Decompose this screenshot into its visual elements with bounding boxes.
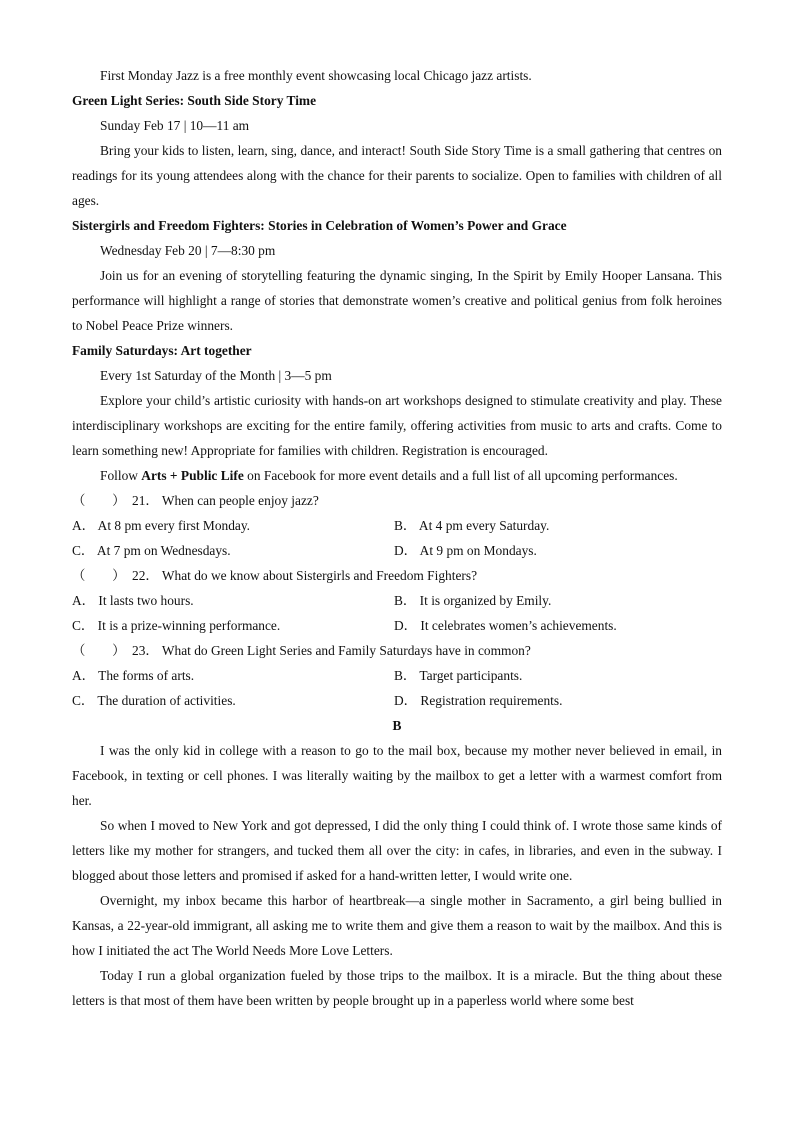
question-stem: 22． What do we know about Sistergirls and Freedom Fighters? [132, 568, 478, 583]
event-family-saturdays [72, 338, 722, 463]
event-description: Join us for an evening of storytelling featuring the dynamic singing, In the Spirit by Emily Hooper Lansana. This performance will highlight a range of stories that demonstrate women’s creative and political genius from folk heroines to Nobel Peace Prize winners. [72, 268, 722, 333]
option-d[interactable]: D． At 9 pm on Mondays. [394, 543, 537, 558]
option-a[interactable]: A． At 8 pm every first Monday. [72, 518, 251, 533]
event-sistergirls [72, 213, 722, 338]
option-a[interactable]: A． It lasts two hours. [72, 593, 194, 608]
answer-blank[interactable]: （ ） [72, 568, 126, 583]
event-green-light [72, 88, 722, 213]
options-row [72, 688, 722, 713]
question-stem-line [72, 638, 722, 663]
follow-line [72, 463, 722, 488]
options-row [72, 663, 722, 688]
options-row [72, 588, 722, 613]
option-c[interactable]: C． At 7 pm on Wednesdays. [72, 543, 231, 558]
question-stem: 23． What do Green Light Series and Family Saturdays have in common? [132, 643, 531, 658]
question-stem-line [72, 563, 722, 588]
exam-page [72, 63, 722, 1013]
question-21 [72, 488, 722, 563]
event-title: Family Saturdays: Art together [72, 343, 252, 358]
passage-paragraph: Today I run a global organization fueled by those trips to the mailbox. It is a miracle. But the thing about these letters is that most of them have been written by people brought up in a paperless world where some best [72, 968, 722, 1008]
passage-paragraph: I was the only kid in college with a reason to go to the mail box, because my mother never believed in email, in Facebook, in texting or cell phones. I was literally waiting by the mailbox to get a letter with a warmest comfort from her. [72, 743, 722, 808]
question-22 [72, 563, 722, 638]
option-b[interactable]: B． At 4 pm every Saturday. [394, 518, 550, 533]
event-title: Sistergirls and Freedom Fighters: Stories in Celebration of Women’s Power and Grace [72, 218, 567, 233]
options-row [72, 613, 722, 638]
answer-blank[interactable]: （ ） [72, 643, 126, 658]
event-time: Every 1st Saturday of the Month | 3—5 pm [100, 368, 332, 383]
passage-paragraph: So when I moved to New York and got depressed, I did the only thing I could think of. I wrote those same kinds of letters like my mother for strangers, and tucked them all over the city: in cafes, in libraries, and even in the subway. I blogged about those letters and promised if asked for a hand-written letter, I would write one. [72, 818, 722, 883]
follow-suffix: on Facebook for more event details and a full list of all upcoming performances. [243, 468, 678, 483]
follow-prefix: Follow [100, 468, 142, 483]
option-a[interactable]: A． The forms of arts. [72, 668, 195, 683]
passage-paragraph: Overnight, my inbox became this harbor of heartbreak—a single mother in Sacramento, a girl being bullied in Kansas, a 22-year-old immigrant, all asking me to write them and give them a reason to wait by the mailbox. And this is how I initiated the act The World Needs More Love Letters. [72, 893, 722, 958]
section-b-label: B [392, 718, 402, 733]
option-d[interactable]: D． It celebrates women’s achievements. [394, 618, 617, 633]
event-description: Bring your kids to listen, learn, sing, dance, and interact! South Side Story Time is a small gathering that centres on readings for its young attendees along with the chance for their parents to socialize. Open to families with children of all ages. [72, 143, 722, 208]
event-time: Wednesday Feb 20 | 7—8:30 pm [100, 243, 276, 258]
option-c[interactable]: C． It is a prize-winning performance. [72, 618, 281, 633]
intro-line: First Monday Jazz is a free monthly event showcasing local Chicago jazz artists. [100, 68, 532, 83]
follow-organization: Arts + Public Life [141, 468, 244, 483]
options-row [72, 538, 722, 563]
question-stem: 21． When can people enjoy jazz? [132, 493, 319, 508]
event-title: Green Light Series: South Side Story Time [72, 93, 317, 108]
question-stem-line [72, 488, 722, 513]
option-d[interactable]: D． Registration requirements. [394, 693, 563, 708]
option-b[interactable]: B． Target participants. [394, 668, 523, 683]
event-description: Explore your child’s artistic curiosity with hands-on art workshops designed to stimulate creativity and play. These interdisciplinary workshops are exciting for the entire family, offering activities from music to arts and crafts. Come to learn something new! Appropriate for families with children. Registration is encouraged. [72, 393, 722, 458]
question-23 [72, 638, 722, 713]
event-time: Sunday Feb 17 | 10—11 am [100, 118, 250, 133]
options-row [72, 513, 722, 538]
answer-blank[interactable]: （ ） [72, 493, 126, 508]
option-b[interactable]: B． It is organized by Emily. [394, 593, 552, 608]
option-c[interactable]: C． The duration of activities. [72, 693, 236, 708]
